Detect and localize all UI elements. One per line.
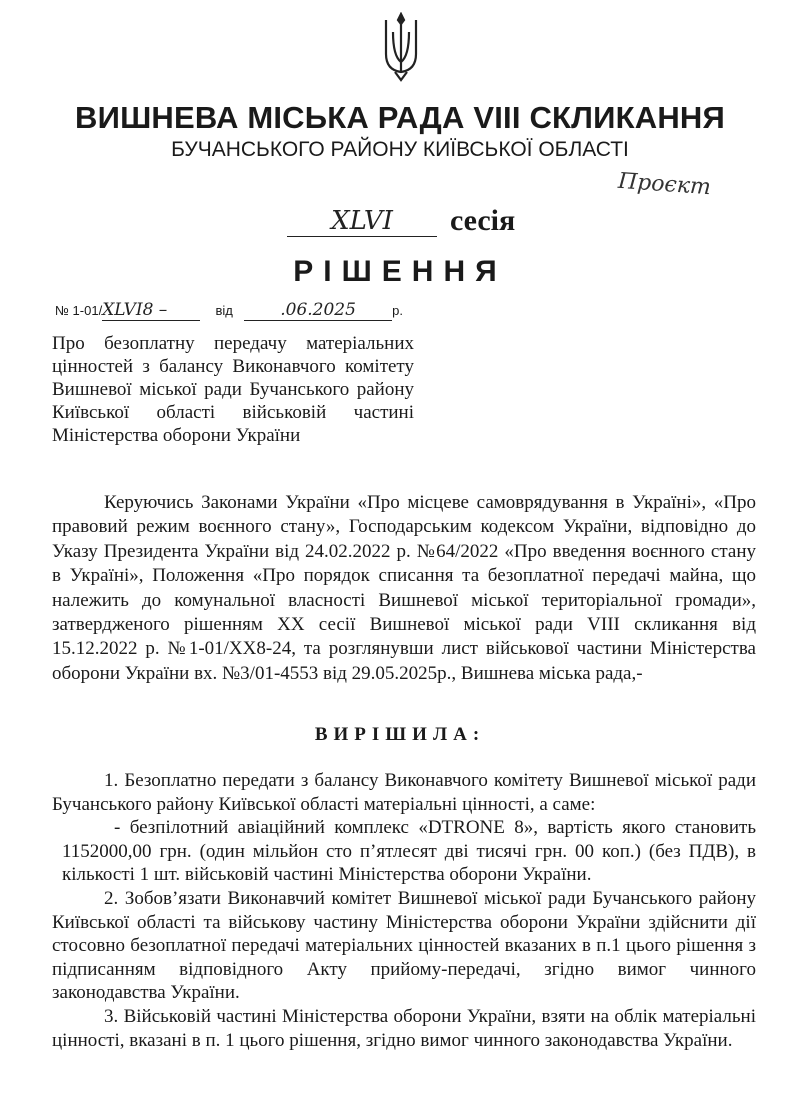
session-number: XLVI [331, 206, 393, 236]
decision-item-3: 3. Військовій частині Міністерства оборони України, взяти на облік матеріальні цінності, вказані в п. 1 цього рішення, згідно вимог чинного законодавства України. [52, 1005, 756, 1051]
resolution-subject: Про безоплатну передачу матеріальних цінностей з балансу Виконавчого комітету Вишневої міської ради Бучанського району Київської області військовій частині Міністерства оборони України [52, 333, 414, 446]
handwritten-date: .06.2025 [244, 300, 392, 321]
session-label: сесія [450, 204, 516, 237]
council-name: ВИШНЕВА МІСЬКА РАДА VIII СКЛИКАННЯ [75, 100, 725, 135]
date-from-label: від [215, 303, 233, 318]
decision-items [52, 769, 756, 1052]
handwritten-number: XLVI8 – [102, 300, 200, 321]
resolution-number-line [55, 300, 403, 321]
decided-heading: ВИРІШИЛА: [314, 724, 486, 745]
decision-item-2: 2. Зобов’язати Виконавчий комітет Вишневої міської ради Бучанського району Київської області та військову частину Міністерства оборони України здійснити дії стосовно безоплатної передачі матеріальних цінностей вказаних в п.1 цього рішення з підписанням відповідного Акту прийому-передачі, згідно вимог чинного законодавства України. [52, 887, 756, 1004]
draft-handwritten-mark: Проєкт [617, 168, 712, 201]
district-name: БУЧАНСЬКОГО РАЙОНУ КИЇВСЬКОЇ ОБЛАСТІ [171, 138, 629, 161]
document-title: РІШЕННЯ [293, 255, 507, 288]
trident-emblem-icon [381, 12, 421, 82]
preamble-paragraph: Керуючись Законами України «Про місцеве самоврядування в Україні», «Про правовий режим воєнного стану», Господарським кодексом України, відповідно до Указу Президента України від 24.02.2022 р. №64/2022 «Про введення воєнного стану в Україні», Положення «Про порядок списання та безоплатної передачі майна, що належить до комунальної власності Вишневої міської територіальної громади», затвердженого рішенням XX сесії Вишневої міської ради VIII скликання від 15.12.2022 р. №1-01/XX8-24, та розглянувши лист військової частини Міністерства оборони України вх. №3/01-4553 від 29.05.2025р., Вишнева міська рада,- [52, 492, 756, 684]
date-suffix: р. [392, 303, 403, 318]
decision-item-1-detail: - безпілотний авіаційний комплекс «DTRONE 8», вартість якого становить 1152000,00 грн. (один мільйон сто п’ятлесят дві тисячі грн. 00 коп.) (без ПДВ), в кількості 1 шт. військовій частині Міністерства оборони України. [62, 817, 756, 886]
session-underline [287, 236, 437, 237]
decision-item-1: 1. Безоплатно передати з балансу Виконавчого комітету Вишневої міської ради Бучанського району Київської області матеріальні цінності, а саме: [52, 770, 756, 815]
number-prefix: № 1-01/ [55, 303, 103, 318]
